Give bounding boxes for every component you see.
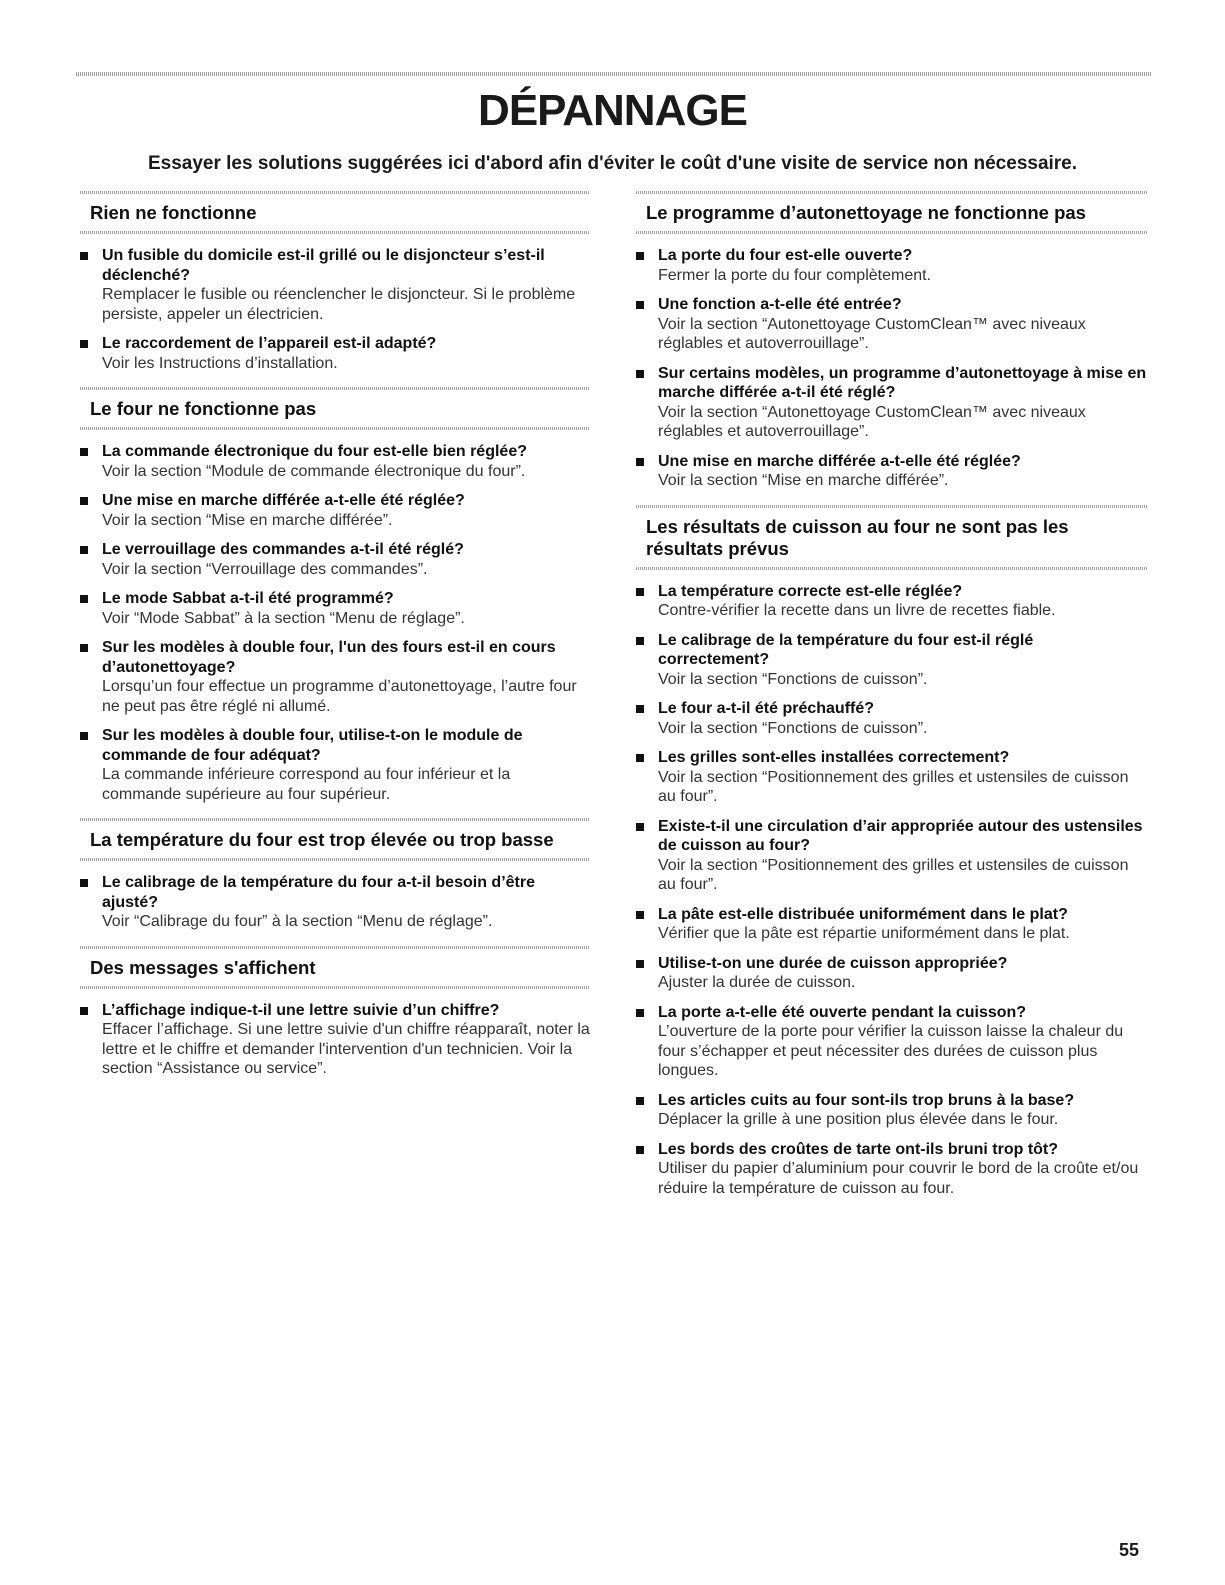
question-text: La porte du four est-elle ouverte? bbox=[658, 247, 913, 264]
section-title: Les résultats de cuisson au four ne sont pas les résultats prévus bbox=[646, 515, 1069, 559]
list-item bbox=[80, 540, 590, 579]
square-bullet-icon bbox=[636, 1097, 644, 1105]
list-item bbox=[636, 699, 1148, 738]
list-item bbox=[80, 246, 590, 324]
answer-text: Voir la section “Module de commande électronique du four”. bbox=[102, 462, 526, 480]
list-item bbox=[636, 817, 1148, 895]
question-text: Une fonction a-t-elle été entrée? bbox=[658, 296, 902, 313]
section-header bbox=[80, 946, 590, 989]
troubleshooting-section bbox=[80, 818, 590, 932]
section-title: Le four ne fonctionne pas bbox=[90, 398, 317, 419]
list-item bbox=[636, 748, 1148, 807]
list-item bbox=[80, 334, 590, 373]
list-item bbox=[80, 442, 590, 481]
list-item bbox=[636, 246, 1148, 285]
list-item bbox=[80, 873, 590, 932]
square-bullet-icon bbox=[636, 588, 644, 596]
question-text: Le raccordement de l’appareil est-il adapté? bbox=[102, 335, 437, 352]
square-bullet-icon bbox=[636, 1146, 644, 1154]
answer-text: Fermer la porte du four complètement. bbox=[658, 266, 932, 284]
answer-text: Voir “Calibrage du four” à la section “Menu de réglage”. bbox=[102, 913, 493, 930]
question-list bbox=[636, 246, 1148, 491]
square-bullet-icon bbox=[636, 301, 644, 309]
section-title: La température du four est trop élevée ou trop basse bbox=[90, 829, 554, 850]
answer-text: Voir la section “Mise en marche différée”. bbox=[102, 511, 393, 529]
list-item bbox=[636, 1091, 1148, 1130]
question-list bbox=[80, 246, 590, 373]
question-text: Un fusible du domicile est-il grillé ou le disjoncteur s’est-il déclenché? bbox=[102, 247, 545, 284]
square-bullet-icon bbox=[636, 1009, 644, 1017]
section-header bbox=[636, 191, 1148, 234]
troubleshooting-section bbox=[636, 191, 1148, 491]
question-text: La température correcte est-elle réglée? bbox=[658, 582, 963, 600]
section-header bbox=[636, 505, 1148, 570]
square-bullet-icon bbox=[636, 960, 644, 968]
list-item bbox=[636, 1140, 1148, 1199]
square-bullet-icon bbox=[80, 644, 88, 652]
list-item bbox=[80, 726, 590, 804]
question-list bbox=[636, 582, 1148, 1199]
question-text: La commande électronique du four est-elle bien réglée? bbox=[102, 443, 527, 460]
square-bullet-icon bbox=[80, 252, 88, 260]
square-bullet-icon bbox=[80, 879, 88, 887]
troubleshooting-section bbox=[636, 505, 1148, 1199]
square-bullet-icon bbox=[636, 911, 644, 919]
answer-text: Contre-vérifier la recette dans un livre de recettes fiable. bbox=[658, 602, 1056, 619]
list-item bbox=[636, 954, 1148, 993]
question-text: Le mode Sabbat a-t-il été programmé? bbox=[102, 590, 394, 607]
page-number: 55 bbox=[1118, 1540, 1139, 1560]
square-bullet-icon bbox=[80, 1007, 88, 1015]
square-bullet-icon bbox=[636, 252, 644, 260]
list-item bbox=[80, 589, 590, 628]
square-bullet-icon bbox=[80, 497, 88, 505]
answer-text: Voir la section “Mise en marche différée”. bbox=[658, 472, 949, 489]
list-item bbox=[636, 905, 1148, 944]
answer-text: Voir la section “Fonctions de cuisson”. bbox=[658, 719, 928, 737]
square-bullet-icon bbox=[636, 458, 644, 466]
section-title: Des messages s'affichent bbox=[90, 956, 316, 978]
question-text: Une mise en marche différée a-t-elle été réglée? bbox=[658, 452, 1021, 470]
square-bullet-icon bbox=[80, 732, 88, 740]
question-text: Le calibrage de la température du four a-t-il besoin d’être ajusté? bbox=[102, 874, 535, 911]
list-item bbox=[636, 364, 1148, 442]
page-subtitle: Essayer les solutions suggérées ici d'abord afin d'éviter le coût d'une visite de service non nécessaire. bbox=[147, 153, 1078, 174]
list-item bbox=[636, 452, 1148, 491]
question-text: Sur les modèles à double four, l'un des fours est-il en cours d’autonettoyage? bbox=[102, 639, 556, 676]
list-item bbox=[636, 631, 1148, 690]
list-item bbox=[636, 1003, 1148, 1081]
answer-text: Voir la section “Verrouillage des commandes”. bbox=[102, 560, 428, 578]
list-item bbox=[80, 1001, 590, 1079]
question-text: Les grilles sont-elles installées correctement? bbox=[658, 749, 1010, 766]
square-bullet-icon bbox=[636, 637, 644, 645]
answer-text: La commande inférieure correspond au four inférieur et la commande supérieure au four supérieur. bbox=[102, 766, 511, 803]
square-bullet-icon bbox=[636, 754, 644, 762]
answer-text: Lorsqu’un four effectue un programme d’autonettoyage, l’autre four ne peut pas être réglé ni allumé. bbox=[102, 678, 577, 715]
question-list bbox=[80, 873, 590, 932]
question-list bbox=[80, 442, 590, 804]
list-item bbox=[80, 491, 590, 530]
question-text: Les bords des croûtes de tarte ont-ils bruni trop tôt? bbox=[658, 1140, 1059, 1158]
square-bullet-icon bbox=[80, 340, 88, 348]
list-item bbox=[636, 582, 1148, 621]
troubleshooting-section bbox=[80, 387, 590, 804]
answer-text: Déplacer la grille à une position plus élevée dans le four. bbox=[658, 1111, 1059, 1128]
question-text: Existe-t-il une circulation d’air appropriée autour des ustensiles de cuisson au four? bbox=[658, 817, 1143, 854]
page-title: DÉPANNAGE bbox=[478, 86, 747, 135]
answer-text: Ajuster la durée de cuisson. bbox=[658, 974, 856, 991]
question-text: La porte a-t-elle été ouverte pendant la cuisson? bbox=[658, 1003, 1027, 1021]
square-bullet-icon bbox=[636, 370, 644, 378]
square-bullet-icon bbox=[636, 823, 644, 831]
answer-text: Effacer l’affichage. Si une lettre suivie d'un chiffre réapparaît, noter la lettre et le chiffre et demander l'intervention d'un technicien. Voir la section “Assistance ou service”. bbox=[102, 1021, 590, 1077]
answer-text: Vérifier que la pâte est répartie uniformément dans le plat. bbox=[658, 925, 1070, 942]
question-text: Utilise-t-on une durée de cuisson appropriée? bbox=[658, 954, 1008, 972]
section-header bbox=[80, 387, 590, 430]
answer-text: Utiliser du papier d’aluminium pour couvrir le bord de la croûte et/ou réduire la température de cuisson au four. bbox=[658, 1160, 1139, 1197]
list-item bbox=[636, 295, 1148, 354]
question-text: Le calibrage de la température du four est-il réglé correctement? bbox=[658, 631, 1034, 668]
section-header bbox=[80, 191, 590, 234]
question-text: Le verrouillage des commandes a-t-il été réglé? bbox=[102, 541, 464, 558]
square-bullet-icon bbox=[636, 705, 644, 713]
question-text: Une mise en marche différée a-t-elle été réglée? bbox=[102, 492, 465, 509]
answer-text: Voir les Instructions d’installation. bbox=[102, 354, 338, 372]
section-title: Le programme d’autonettoyage ne fonctionne pas bbox=[646, 202, 1086, 223]
question-text: La pâte est-elle distribuée uniformément dans le plat? bbox=[658, 905, 1068, 923]
question-text: Sur certains modèles, un programme d’autonettoyage à mise en marche différée a-t-il été réglé? bbox=[658, 364, 1147, 401]
square-bullet-icon bbox=[80, 448, 88, 456]
answer-text: Voir la section “Positionnement des grilles et ustensiles de cuisson au four”. bbox=[658, 856, 1129, 893]
answer-text: Voir la section “Autonettoyage CustomClean™ avec niveaux réglables et autoverrouillage”. bbox=[658, 403, 1086, 440]
troubleshooting-section bbox=[80, 946, 590, 1079]
answer-text: L’ouverture de la porte pour vérifier la cuisson laisse la chaleur du four s’échapper et peut nécessiter des durées de cuisson plus longues. bbox=[658, 1023, 1124, 1079]
top-divider bbox=[76, 72, 1152, 76]
answer-text: Voir “Mode Sabbat” à la section “Menu de réglage”. bbox=[102, 609, 465, 627]
question-text: Sur les modèles à double four, utilise-t-on le module de commande de four adéquat? bbox=[102, 727, 523, 764]
question-text: L’affichage indique-t-il une lettre suivie d’un chiffre? bbox=[102, 1001, 500, 1019]
question-list bbox=[80, 1001, 590, 1079]
answer-text: Voir la section “Fonctions de cuisson”. bbox=[658, 670, 928, 688]
question-text: Le four a-t-il été préchauffé? bbox=[658, 700, 875, 717]
square-bullet-icon bbox=[80, 595, 88, 603]
answer-text: Voir la section “Autonettoyage CustomClean™ avec niveaux réglables et autoverrouillage”. bbox=[658, 315, 1086, 352]
question-text: Les articles cuits au four sont-ils trop bruns à la base? bbox=[658, 1091, 1075, 1109]
square-bullet-icon bbox=[80, 546, 88, 554]
left-column bbox=[80, 191, 590, 1093]
section-header bbox=[80, 818, 590, 861]
section-title: Rien ne fonctionne bbox=[90, 202, 257, 223]
list-item bbox=[80, 638, 590, 716]
answer-text: Voir la section “Positionnement des grilles et ustensiles de cuisson au four”. bbox=[658, 768, 1129, 805]
troubleshooting-section bbox=[80, 191, 590, 373]
right-column bbox=[636, 191, 1148, 1212]
answer-text: Remplacer le fusible ou réenclencher le disjoncteur. Si le problème persiste, appeler un électricien. bbox=[102, 286, 576, 323]
